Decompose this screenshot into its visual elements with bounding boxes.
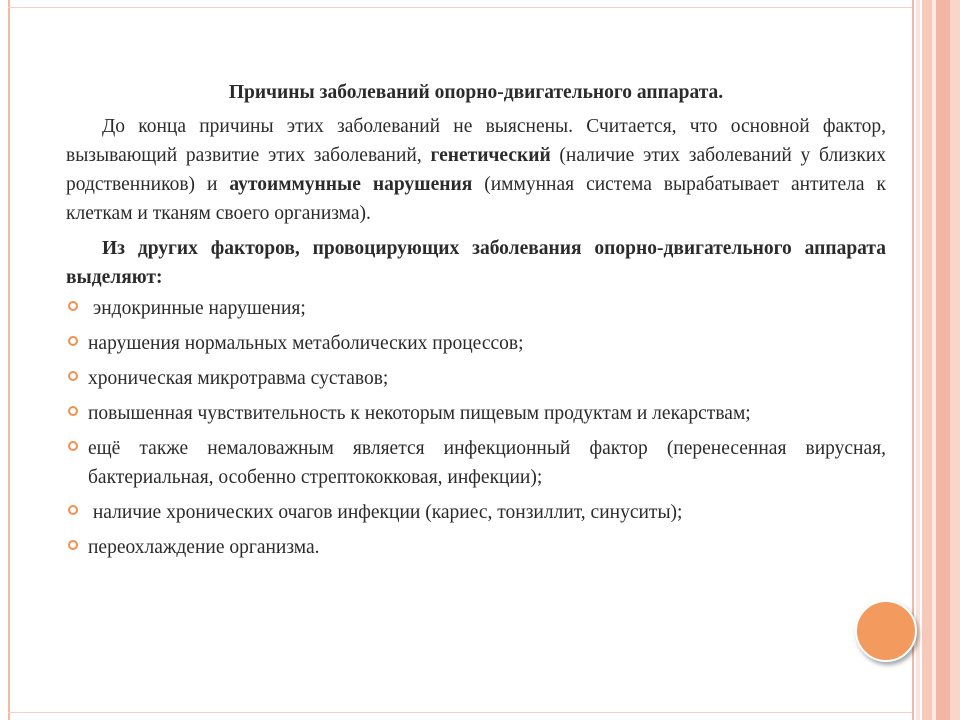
list-item-text: нарушения нормальных метаболических процессов; (88, 333, 524, 354)
list-item (66, 498, 886, 527)
right-stripe-3 (922, 0, 932, 720)
list-item (66, 364, 886, 393)
right-stripe-2 (916, 0, 920, 720)
right-stripe-5 (936, 0, 950, 720)
hollow-circle-bullet-icon (68, 336, 78, 346)
list-item (66, 399, 886, 428)
list-item-text: переохлаждение организма. (88, 537, 320, 558)
intro-text-part1: До конца причины этих заболеваний не выяснены. Считается, что основной фактор, вызывающий развитие этих заболеваний, (66, 116, 886, 166)
intro-text-part3: (иммунная система вырабатывает антитела к клеткам и тканям своего организма). (66, 174, 886, 224)
factors-heading: Из других факторов, провоцирующих заболевания опорно-двигательного аппарата выделяют: (66, 238, 886, 288)
list-item-text: наличие хронических очагов инфекции (кариес, тонзиллит, синуситы); (88, 502, 683, 523)
orange-circle-decoration (855, 600, 917, 662)
intro-bold-genetic: генетический (430, 145, 551, 166)
list-item-text: ещё также немаловажным является инфекционный фактор (перенесенная вирусная, бактериальная, особенно стрептококковая, инфекции); (88, 438, 886, 488)
list-item (66, 533, 886, 562)
right-stripe-6 (950, 0, 960, 720)
frame-bottom-line (8, 712, 912, 713)
slide-content (66, 78, 886, 568)
hollow-circle-bullet-icon (68, 540, 78, 550)
frame-left-line (8, 0, 10, 720)
hollow-circle-bullet-icon (68, 441, 78, 451)
list-item-text: повышенная чувствительность к некоторым пищевым продуктам и лекарствам; (88, 403, 751, 424)
intro-paragraph (66, 112, 886, 228)
frame-top-line (8, 7, 912, 8)
hollow-circle-bullet-icon (68, 505, 78, 515)
factors-list (66, 294, 886, 562)
right-stripe-1 (912, 0, 914, 720)
hollow-circle-bullet-icon (68, 406, 78, 416)
list-item-text: хроническая микротравма суставов; (88, 368, 389, 389)
hollow-circle-bullet-icon (68, 301, 78, 311)
list-item (66, 294, 886, 323)
intro-bold-autoimmune: аутоиммунные нарушения (229, 174, 473, 195)
hollow-circle-bullet-icon (68, 371, 78, 381)
intro-text-part2: (наличие этих заболеваний у близких родственников) и (66, 145, 886, 195)
list-item (66, 329, 886, 358)
list-item-text: эндокринные нарушения; (88, 298, 306, 319)
list-item (66, 434, 886, 492)
slide-title: Причины заболеваний опорно-двигательного аппарата. (228, 82, 724, 103)
